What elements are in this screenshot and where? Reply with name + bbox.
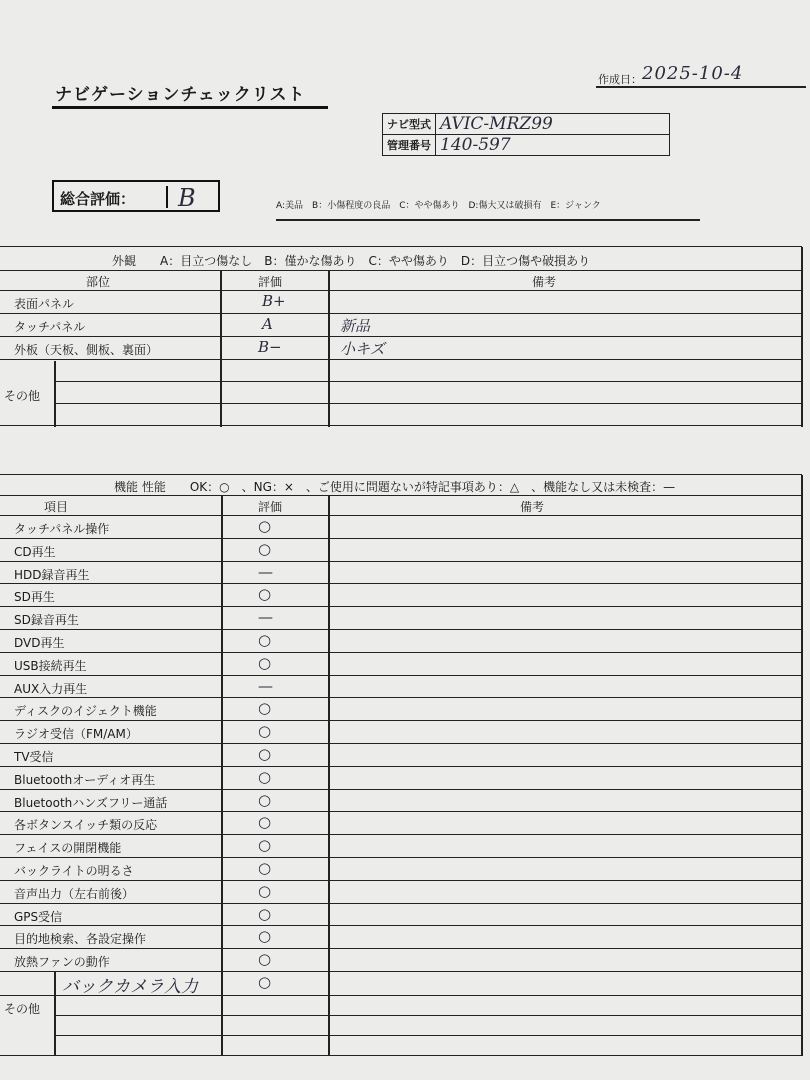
row-label: タッチパネル操作 [14, 522, 110, 536]
table-row [0, 516, 802, 539]
table-row [0, 812, 802, 835]
date-label: 作成日： [598, 73, 642, 86]
appearance-other-label: その他 [4, 389, 41, 403]
row-label: SD録音再生 [14, 613, 79, 628]
col-note: 備考 [520, 500, 545, 514]
col-item: 項目 [44, 500, 69, 514]
row-eval[interactable]: ○ [258, 585, 272, 604]
table-row [0, 881, 802, 904]
mgmt-label: 管理番号 [383, 135, 436, 156]
table-row [0, 721, 802, 744]
other-row [0, 382, 802, 404]
row-note[interactable]: 小キズ [340, 340, 385, 358]
row-eval[interactable]: ○ [258, 790, 272, 809]
page-title: ナビゲーションチェックリスト [55, 85, 306, 105]
date-value[interactable]: 2025-10-4 [642, 63, 744, 84]
function-column-header [0, 496, 802, 516]
row-eval[interactable]: ○ [258, 858, 272, 877]
mgmt-value[interactable]: 140-597 [436, 135, 670, 156]
row-eval[interactable]: B− [258, 338, 282, 356]
row-eval[interactable]: ○ [258, 722, 272, 741]
row-label: DVD再生 [14, 635, 65, 650]
other-row [0, 360, 802, 382]
row-label: バックライトの明るさ [14, 863, 134, 878]
row-eval[interactable]: ○ [258, 744, 272, 763]
row-eval[interactable]: ○ [258, 904, 272, 923]
row-note[interactable]: 新品 [340, 317, 371, 335]
appearance-column-header [0, 271, 802, 291]
row-label: GPS受信 [14, 909, 63, 924]
row-eval[interactable]: ○ [258, 813, 272, 832]
model-info-table [382, 113, 670, 156]
overall-rating-label: 総合評価： [60, 190, 136, 208]
table-row [0, 562, 802, 585]
row-eval[interactable]: ○ [258, 630, 272, 649]
row-eval[interactable]: ○ [258, 767, 272, 786]
row-eval[interactable]: ○ [258, 881, 272, 900]
row-label: 目的地検索、各設定操作 [14, 932, 147, 947]
row-label: ラジオ受信（FM/AM） [14, 727, 138, 742]
table-row [0, 653, 802, 676]
table-row [0, 790, 802, 813]
other-row [0, 404, 802, 426]
overall-rating-value[interactable]: B [178, 184, 196, 212]
col-eval: 評価 [258, 275, 283, 289]
row-label: 表面パネル [14, 297, 75, 311]
row-label: HDD録音再生 [14, 567, 90, 582]
row-eval[interactable]: — [258, 676, 273, 695]
col-part: 部位 [86, 275, 111, 289]
row-eval[interactable]: B+ [262, 292, 286, 310]
other-row [0, 1016, 802, 1036]
row-label: タッチパネル [14, 320, 86, 334]
row-eval[interactable]: — [258, 608, 273, 627]
table-row [0, 767, 802, 790]
row-eval[interactable]: ○ [258, 699, 272, 718]
row-label: CD再生 [14, 544, 56, 559]
table-row [0, 607, 802, 630]
table-row [0, 539, 802, 562]
table-row [0, 698, 802, 721]
table-row [0, 949, 802, 972]
row-eval[interactable]: ○ [258, 653, 272, 672]
row-label: Bluetoothオーディオ再生 [14, 772, 156, 787]
row-label: 外板（天板、側板、裏面） [14, 343, 159, 357]
other-item-label[interactable]: バックカメラ入力 [62, 976, 198, 997]
table-row [0, 676, 802, 699]
row-eval[interactable]: ○ [258, 517, 272, 535]
grade-legend: A:美品 B：小傷程度の良品 C：やや傷あり D:傷大又は破損有 E：ジャンク [276, 201, 601, 211]
row-label: 放熱ファンの動作 [14, 955, 110, 970]
row-eval[interactable]: ○ [258, 927, 272, 946]
row-label: Bluetoothハンズフリー通話 [14, 795, 168, 810]
col-note: 備考 [532, 275, 557, 289]
row-eval[interactable]: ○ [258, 836, 272, 855]
row-label: SD再生 [14, 590, 55, 605]
legend-underline [276, 219, 700, 221]
function-header-row [0, 475, 802, 496]
table-row [0, 337, 802, 360]
function-table [0, 474, 802, 1056]
row-label: 各ボタンスイッチ類の反応 [14, 818, 158, 833]
table-row [0, 630, 802, 653]
other-row [0, 1036, 802, 1056]
row-eval[interactable]: ○ [258, 539, 272, 558]
table-row [0, 744, 802, 767]
table-row [0, 584, 802, 607]
function-other-label: その他 [4, 1002, 41, 1016]
row-label: ディスクのイジェクト機能 [14, 704, 157, 719]
model-value[interactable]: AVIC-MRZ99 [436, 114, 670, 135]
title-underline [52, 106, 328, 109]
function-header: 機能 性能 OK：○ 、NG：× 、ご使用に問題ないが特記事項あり：△ 、機能なし又は未検査：— [114, 480, 676, 494]
table-row [0, 835, 802, 858]
overall-rating-box [52, 180, 220, 212]
appearance-header-row [0, 247, 802, 271]
table-row [0, 926, 802, 949]
table-row [0, 904, 802, 927]
row-label: TV受信 [14, 749, 54, 764]
table-row [0, 314, 802, 337]
row-eval[interactable]: ○ [258, 950, 272, 969]
row-label: USB接続再生 [14, 658, 87, 673]
row-eval[interactable]: A [262, 315, 273, 333]
row-label: AUX入力再生 [14, 681, 88, 696]
other-item-eval[interactable]: ○ [258, 972, 272, 991]
other-row [0, 996, 802, 1016]
overall-rating-divider [166, 186, 168, 208]
col-eval: 評価 [258, 500, 283, 514]
model-label: ナビ型式 [383, 114, 436, 135]
table-row [0, 291, 802, 314]
row-label: 音声出力（左右前後） [14, 886, 135, 901]
appearance-header: 外観 A：目立つ傷なし B：僅かな傷あり C：やや傷あり D：目立つ傷や破損あり [112, 254, 591, 268]
table-row [0, 858, 802, 881]
row-label: フェイスの開閉機能 [14, 841, 122, 856]
other-row [0, 972, 802, 996]
date-underline [596, 86, 806, 88]
appearance-table [0, 246, 802, 426]
row-eval[interactable]: — [258, 562, 273, 581]
